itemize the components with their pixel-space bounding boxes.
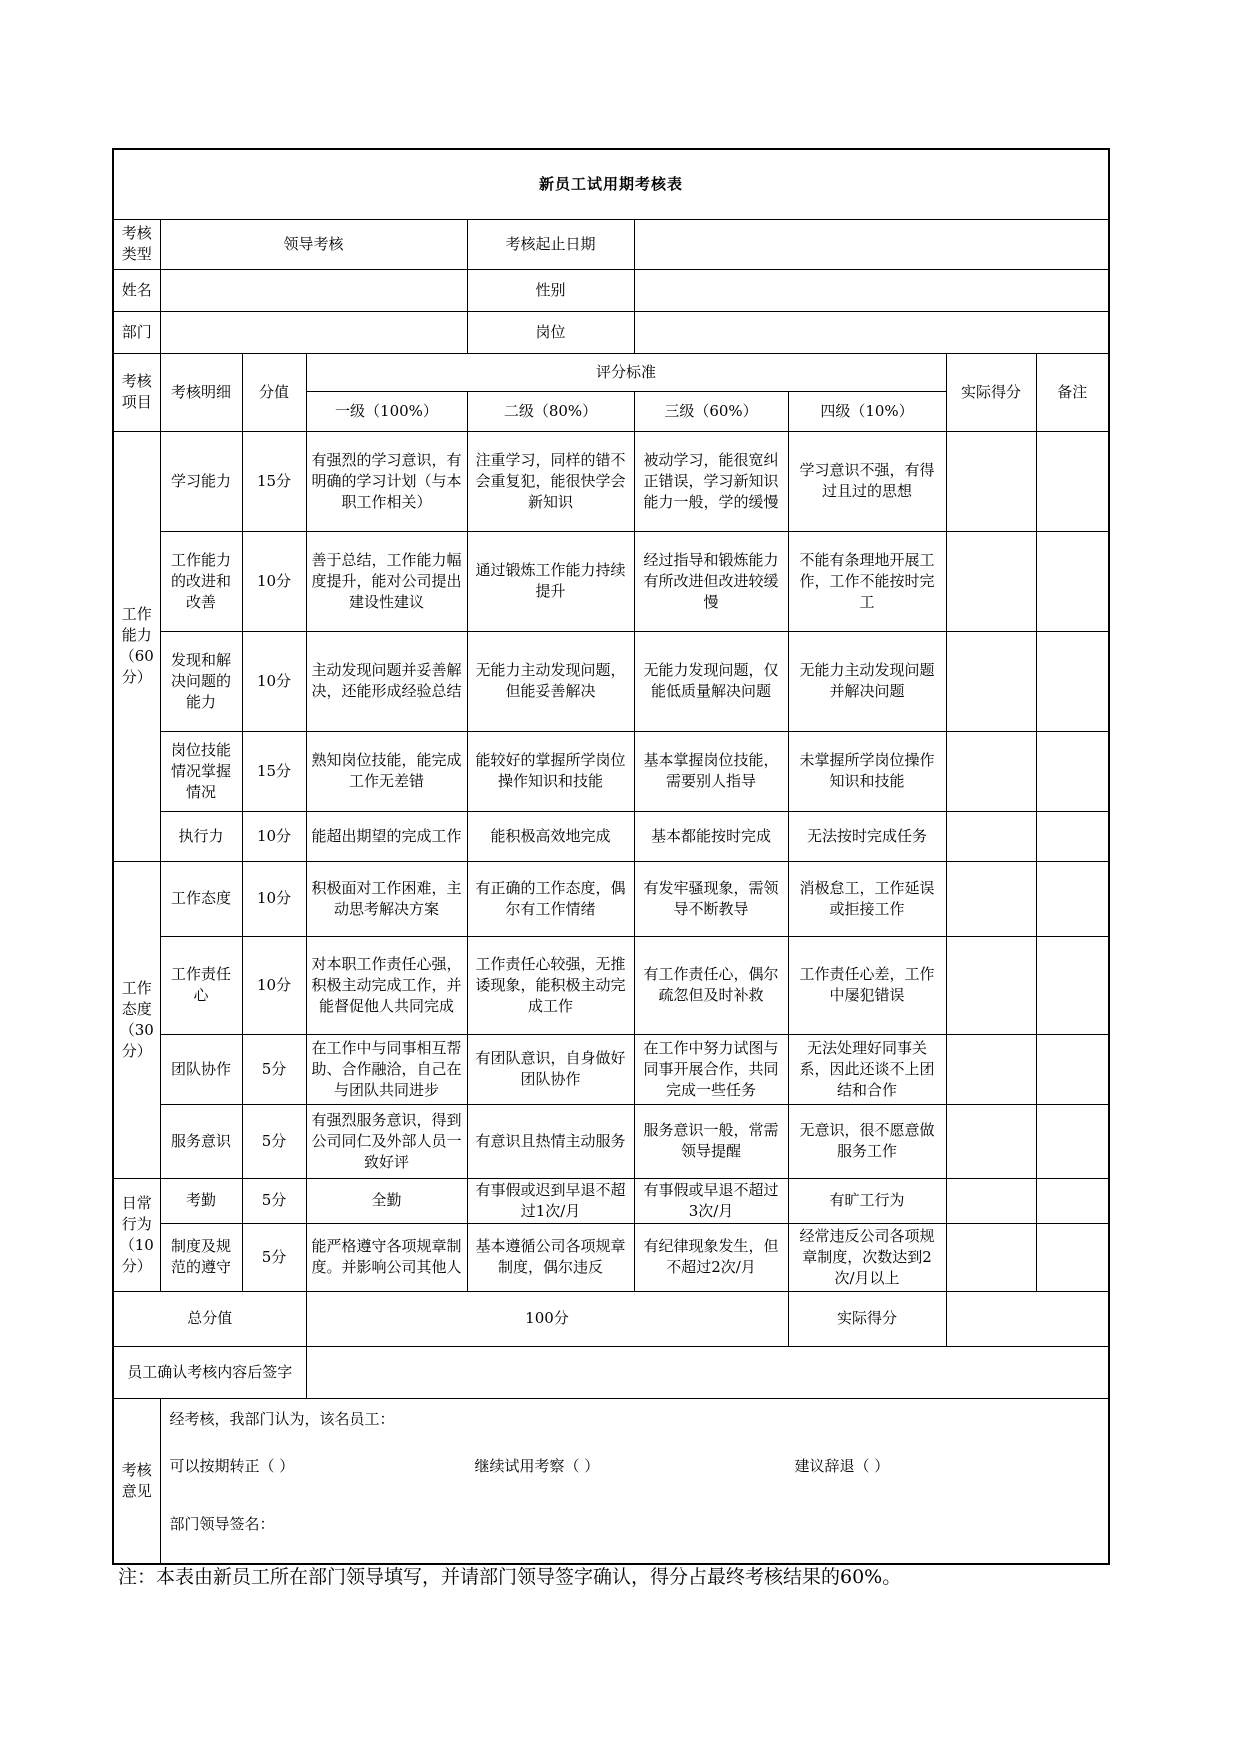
row-level1-text: 熟知岗位技能，能完成工作无差错 [306, 731, 467, 811]
post-label: 岗位 [467, 311, 634, 353]
row-level2-text: 通过锻炼工作能力持续提升 [467, 531, 634, 631]
row-actual-score-field[interactable] [946, 1223, 1036, 1291]
row-level3-text: 无能力发现问题，仅能低质量解决问题 [634, 631, 788, 731]
row-level1-text: 全勤 [306, 1178, 467, 1223]
table-row [113, 431, 1109, 531]
option-confirm[interactable]: 可以按期转正（ ） [169, 1456, 295, 1475]
total-actual-label: 实际得分 [788, 1291, 946, 1346]
row-level4-text: 有旷工行为 [788, 1178, 946, 1223]
row-remark-field[interactable] [1036, 731, 1109, 811]
row-remark-field[interactable] [1036, 431, 1109, 531]
type-value: 领导考核 [160, 219, 467, 269]
table-row [113, 631, 1109, 731]
row-score: 5分 [242, 1034, 306, 1104]
col-detail-header: 考核明细 [160, 353, 242, 431]
row-level3-text: 在工作中努力试图与同事开展合作，共同完成一些任务 [634, 1034, 788, 1104]
col-score-header: 分值 [242, 353, 306, 431]
row-level1-text: 有强烈服务意识，得到公司同仁及外部人员一致好评 [306, 1104, 467, 1178]
row-item-name: 发现和解决问题的能力 [160, 631, 242, 731]
total-actual-field[interactable] [946, 1291, 1109, 1346]
table-row [113, 936, 1109, 1034]
row-level1-text: 在工作中与同事相互帮助、合作融洽，自己在与团队共同进步 [306, 1034, 467, 1104]
dept-label: 部门 [113, 311, 160, 353]
row-level4-text: 不能有条理地开展工作，工作不能按时完工 [788, 531, 946, 631]
row-item-name: 团队协作 [160, 1034, 242, 1104]
row-actual-score-field[interactable] [946, 861, 1036, 936]
row-level2-text: 能积极高效地完成 [467, 811, 634, 861]
row-remark-field[interactable] [1036, 631, 1109, 731]
gender-label: 性别 [467, 269, 634, 311]
row-item-name: 学习能力 [160, 431, 242, 531]
row-level3-text: 有发牢骚现象，需领导不断教导 [634, 861, 788, 936]
option-continue-probation[interactable]: 继续试用考察（ ） [474, 1456, 600, 1475]
table-row [113, 1178, 1109, 1223]
col-level2-header: 二级（80%） [467, 391, 634, 431]
table-row [113, 811, 1109, 861]
row-score: 10分 [242, 936, 306, 1034]
option-dismiss[interactable]: 建议辞退（ ） [794, 1456, 890, 1475]
row-remark-field[interactable] [1036, 861, 1109, 936]
footnote: 注：本表由新员工所在部门领导填写，并请部门领导签字确认，得分占最终考核结果的60%。 [118, 1566, 902, 1588]
row-actual-score-field[interactable] [946, 631, 1036, 731]
row-level2-text: 无能力主动发现问题，但能妥善解决 [467, 631, 634, 731]
employee-sign-label: 员工确认考核内容后签字 [113, 1346, 306, 1398]
employee-sign-field[interactable] [306, 1346, 1109, 1398]
table-row [113, 531, 1109, 631]
row-remark-field[interactable] [1036, 811, 1109, 861]
row-level1-text: 对本职工作责任心强，积极主动完成工作，并能督促他人共同完成 [306, 936, 467, 1034]
col-level1-header: 一级（100%） [306, 391, 467, 431]
row-level1-text: 积极面对工作困难，主动思考解决方案 [306, 861, 467, 936]
row-level3-text: 基本掌握岗位技能，需要别人指导 [634, 731, 788, 811]
row-score: 10分 [242, 631, 306, 731]
post-field[interactable] [634, 311, 1109, 353]
row-score: 10分 [242, 531, 306, 631]
row-level4-text: 消极怠工，工作延误或拒接工作 [788, 861, 946, 936]
row-actual-score-field[interactable] [946, 1178, 1036, 1223]
row-level1-text: 能严格遵守各项规章制度。并影响公司其他人 [306, 1223, 467, 1291]
row-level2-text: 有意识且热情主动服务 [467, 1104, 634, 1178]
row-level3-text: 经过指导和锻炼能力有所改进但改进较缓慢 [634, 531, 788, 631]
row-remark-field[interactable] [1036, 1034, 1109, 1104]
opinion-intro: 经考核，我部门认为，该名员工： [169, 1409, 395, 1428]
row-remark-field[interactable] [1036, 1178, 1109, 1223]
name-label: 姓名 [113, 269, 160, 311]
row-level4-text: 经常违反公司各项规章制度，次数达到2次/月以上 [788, 1223, 946, 1291]
row-actual-score-field[interactable] [946, 1104, 1036, 1178]
row-item-name: 考勤 [160, 1178, 242, 1223]
assessment-table [112, 148, 1110, 1565]
row-level1-text: 主动发现问题并妥善解决，还能形成经验总结 [306, 631, 467, 731]
group-daily-label: 日常行为（10分） [113, 1178, 160, 1291]
leader-sign-label: 部门领导签名： [169, 1514, 275, 1533]
row-actual-score-field[interactable] [946, 1034, 1036, 1104]
row-actual-score-field[interactable] [946, 531, 1036, 631]
row-score: 10分 [242, 861, 306, 936]
row-item-name: 岗位技能情况掌握情况 [160, 731, 242, 811]
row-level3-text: 有事假或早退不超过3次/月 [634, 1178, 788, 1223]
row-remark-field[interactable] [1036, 1223, 1109, 1291]
row-level2-text: 能较好的掌握所学岗位操作知识和技能 [467, 731, 634, 811]
gender-field[interactable] [634, 269, 1109, 311]
row-level2-text: 工作责任心较强，无推诿现象，能积极主动完成工作 [467, 936, 634, 1034]
date-label: 考核起止日期 [467, 219, 634, 269]
row-level3-text: 被动学习，能很宽纠正错误，学习新知识能力一般，学的缓慢 [634, 431, 788, 531]
row-remark-field[interactable] [1036, 531, 1109, 631]
table-row [113, 861, 1109, 936]
row-item-name: 执行力 [160, 811, 242, 861]
date-field[interactable] [634, 219, 1109, 269]
group-ability-label: 工作能力（60分） [113, 431, 160, 861]
row-actual-score-field[interactable] [946, 811, 1036, 861]
row-actual-score-field[interactable] [946, 431, 1036, 531]
row-item-name: 工作态度 [160, 861, 242, 936]
row-item-name: 工作责任心 [160, 936, 242, 1034]
col-item-header: 考核项目 [113, 353, 160, 431]
row-score: 15分 [242, 731, 306, 811]
row-level1-text: 有强烈的学习意识，有明确的学习计划（与本职工作相关） [306, 431, 467, 531]
row-level3-text: 服务意识一般，常需领导提醒 [634, 1104, 788, 1178]
row-level4-text: 未掌握所学岗位操作知识和技能 [788, 731, 946, 811]
type-label: 考核类型 [113, 219, 160, 269]
table-row [113, 731, 1109, 811]
row-score: 5分 [242, 1104, 306, 1178]
row-level3-text: 基本都能按时完成 [634, 811, 788, 861]
row-level4-text: 无法处理好同事关系，因此还谈不上团结和合作 [788, 1034, 946, 1104]
row-item-name: 制度及规范的遵守 [160, 1223, 242, 1291]
col-level4-header: 四级（10%） [788, 391, 946, 431]
row-actual-score-field[interactable] [946, 936, 1036, 1034]
row-level1-text: 能超出期望的完成工作 [306, 811, 467, 861]
row-level2-text: 注重学习，同样的错不会重复犯，能很快学会新知识 [467, 431, 634, 531]
row-level2-text: 基本遵循公司各项规章制度，偶尔违反 [467, 1223, 634, 1291]
row-level3-text: 有工作责任心，偶尔疏忽但及时补救 [634, 936, 788, 1034]
row-remark-field[interactable] [1036, 1104, 1109, 1178]
row-actual-score-field[interactable] [946, 731, 1036, 811]
row-level2-text: 有正确的工作态度，偶尔有工作情绪 [467, 861, 634, 936]
group-attitude-label: 工作态度（30分） [113, 861, 160, 1178]
col-remark-header: 备注 [1036, 353, 1109, 431]
row-item-name: 工作能力的改进和改善 [160, 531, 242, 631]
row-level4-text: 学习意识不强，有得过且过的思想 [788, 431, 946, 531]
row-level4-text: 工作责任心差，工作中屡犯错误 [788, 936, 946, 1034]
opinion-area [160, 1398, 1109, 1564]
table-row [113, 1223, 1109, 1291]
row-level1-text: 善于总结，工作能力幅度提升，能对公司提出建设性建议 [306, 531, 467, 631]
row-score: 15分 [242, 431, 306, 531]
name-field[interactable] [160, 269, 467, 311]
row-remark-field[interactable] [1036, 936, 1109, 1034]
table-row [113, 1104, 1109, 1178]
col-level3-header: 三级（60%） [634, 391, 788, 431]
row-level2-text: 有事假或迟到早退不超过1次/月 [467, 1178, 634, 1223]
row-level2-text: 有团队意识，自身做好团队协作 [467, 1034, 634, 1104]
row-level4-text: 无法按时完成任务 [788, 811, 946, 861]
row-level4-text: 无能力主动发现问题并解决问题 [788, 631, 946, 731]
col-standard-header: 评分标准 [306, 353, 946, 391]
row-level3-text: 有纪律现象发生，但不超过2次/月 [634, 1223, 788, 1291]
form-title: 新员工试用期考核表 [113, 149, 1109, 219]
row-level4-text: 无意识，很不愿意做服务工作 [788, 1104, 946, 1178]
row-score: 5分 [242, 1223, 306, 1291]
dept-field[interactable] [160, 311, 467, 353]
row-score: 5分 [242, 1178, 306, 1223]
row-item-name: 服务意识 [160, 1104, 242, 1178]
total-label: 总分值 [113, 1291, 306, 1346]
total-value: 100分 [306, 1291, 788, 1346]
table-row [113, 1034, 1109, 1104]
opinion-label: 考核意见 [113, 1398, 160, 1564]
row-score: 10分 [242, 811, 306, 861]
col-actual-header: 实际得分 [946, 353, 1036, 431]
